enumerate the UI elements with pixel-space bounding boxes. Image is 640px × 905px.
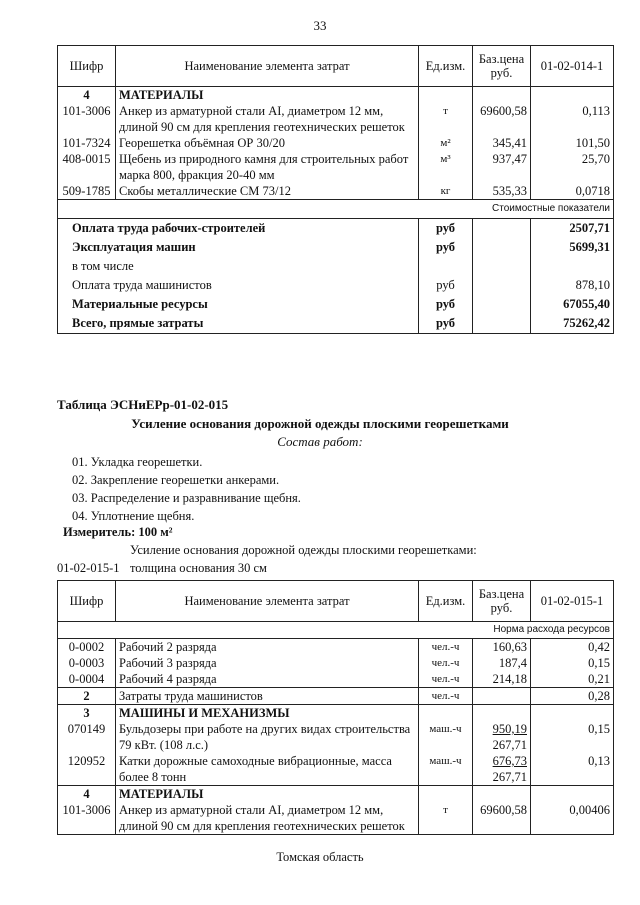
table-row	[58, 753, 614, 786]
resource-table-01-02-014-1	[57, 45, 614, 334]
row-value: 0,0718	[531, 183, 614, 200]
header-name: Наименование элемента затрат	[116, 581, 419, 622]
summary-label: Эксплуатация машин	[58, 238, 419, 257]
row-value: 0,42	[531, 639, 614, 656]
row-code: 0-0004	[58, 671, 116, 688]
summary-row	[58, 257, 614, 276]
row-name: Скобы металлические СМ 73/12	[116, 183, 419, 200]
row-unit: чел.-ч	[419, 671, 473, 688]
header-name: Наименование элемента затрат	[116, 46, 419, 87]
row-name: Рабочий 3 разряда	[116, 655, 419, 671]
table-row	[58, 655, 614, 671]
row-name: Рабочий 4 разряда	[116, 671, 419, 688]
row-value	[531, 87, 614, 104]
summary-empty	[473, 219, 531, 239]
table-row	[58, 705, 614, 722]
table-row	[58, 183, 614, 200]
row-value: 0,13	[531, 753, 614, 786]
row-code: 408-0015	[58, 151, 116, 183]
summary-label: Оплата труда машинистов	[58, 276, 419, 295]
page-number: 33	[313, 18, 327, 33]
summary-empty	[473, 257, 531, 276]
summary-row	[58, 276, 614, 295]
work-item: 03. Распределение и разравнивание щебня.	[72, 491, 301, 505]
row-price	[473, 688, 531, 705]
row-price: 937,47	[473, 151, 531, 183]
summary-unit	[419, 257, 473, 276]
row-name: Рабочий 2 разряда	[116, 639, 419, 656]
header-code: Шифр	[58, 581, 116, 622]
summary-label: в том числе	[58, 257, 419, 276]
row-value: 0,28	[531, 688, 614, 705]
summary-empty	[473, 314, 531, 334]
row-code: 3	[58, 705, 116, 722]
summary-unit: руб	[419, 314, 473, 334]
row-value: 0,113	[531, 103, 614, 135]
table-row	[58, 802, 614, 835]
summary-unit: руб	[419, 295, 473, 314]
row-unit: кг	[419, 183, 473, 200]
price-wage: 267,71	[492, 770, 527, 784]
summary-empty	[473, 238, 531, 257]
row-price: 345,41	[473, 135, 531, 151]
row-unit: т	[419, 103, 473, 135]
subheading: Усиление основания дорожной одежды плоскими георешетками:	[130, 543, 477, 557]
variant-text: толщина основания 30 см	[130, 561, 267, 575]
row-code: 120952	[58, 753, 116, 786]
table-row	[58, 87, 614, 104]
variant-code: 01-02-015-1	[57, 561, 120, 575]
row-name: Катки дорожные самоходные вибрационные, масса более 8 тонн	[116, 753, 419, 786]
row-value: 0,21	[531, 671, 614, 688]
row-price: 187,4	[473, 655, 531, 671]
row-unit	[419, 87, 473, 104]
table-row	[58, 688, 614, 705]
summary-value: 75262,42	[531, 314, 614, 334]
table-row	[58, 639, 614, 656]
row-price: 214,18	[473, 671, 531, 688]
row-unit: чел.-ч	[419, 688, 473, 705]
table-row	[58, 786, 614, 803]
row-unit: маш.-ч	[419, 721, 473, 753]
meter: Измеритель: 100 м²	[63, 525, 173, 539]
summary-value: 5699,31	[531, 238, 614, 257]
row-value: 101,50	[531, 135, 614, 151]
row-name: Анкер из арматурной стали AI, диаметром 12 мм, длиной 90 см для крепления геотехнических решеток	[116, 103, 419, 135]
row-name: Щебень из природного камня для строительных работ марка 800, фракция 20-40 мм	[116, 151, 419, 183]
row-value: 25,70	[531, 151, 614, 183]
row-name: Затраты труда машинистов	[116, 688, 419, 705]
row-code: 101-7324	[58, 135, 116, 151]
table-row	[58, 135, 614, 151]
row-value: 0,00406	[531, 802, 614, 835]
summary-label: Материальные ресурсы	[58, 295, 419, 314]
price-wage: 267,71	[492, 738, 527, 752]
row-unit	[419, 786, 473, 803]
row-code: 070149	[58, 721, 116, 753]
row-code: 101-3006	[58, 103, 116, 135]
resource-table-01-02-015-1	[57, 580, 614, 835]
summary-empty	[473, 295, 531, 314]
work-item: 01. Укладка георешетки.	[72, 455, 203, 469]
summary-empty	[473, 276, 531, 295]
row-name: Бульдозеры при работе на других видах строительства 79 кВт. (108 л.с.)	[116, 721, 419, 753]
row-code: 0-0002	[58, 639, 116, 656]
summary-unit: руб	[419, 238, 473, 257]
table-title: Таблица ЭСНиЕРр-01-02-015	[57, 397, 229, 412]
table-row	[58, 671, 614, 688]
work-item: 04. Уплотнение щебня.	[72, 509, 195, 523]
header-price: Баз.цена руб.	[473, 581, 531, 622]
row-name: Георешетка объёмная ОР 30/20	[116, 135, 419, 151]
price-machine: 950,19	[492, 722, 527, 736]
works-title: Состав работ:	[277, 434, 363, 449]
summary-value: 2507,71	[531, 219, 614, 239]
summary-value: 878,10	[531, 276, 614, 295]
summary-row	[58, 314, 614, 334]
row-unit: м²	[419, 135, 473, 151]
summary-label: Оплата труда рабочих-строителей	[58, 219, 419, 239]
row-code: 509-1785	[58, 183, 116, 200]
row-price: 69600,58	[473, 103, 531, 135]
row-value: 0,15	[531, 721, 614, 753]
header-unit: Ед.изм.	[419, 581, 473, 622]
section-heading: Усиление основания дорожной одежды плоскими георешетками	[131, 416, 509, 431]
table-row	[58, 103, 614, 135]
price-machine: 676,73	[492, 754, 527, 768]
row-code: 101-3006	[58, 802, 116, 835]
header-code: Шифр	[58, 46, 116, 87]
table-row	[58, 721, 614, 753]
row-name: МАШИНЫ И МЕХАНИЗМЫ	[116, 705, 419, 722]
row-unit: маш.-ч	[419, 753, 473, 786]
footer-region: Томская область	[276, 850, 364, 864]
row-price	[473, 753, 531, 786]
row-code: 4	[58, 87, 116, 104]
header-norm-code: 01-02-015-1	[531, 581, 614, 622]
row-value: 0,15	[531, 655, 614, 671]
row-unit: м³	[419, 151, 473, 183]
summary-row	[58, 238, 614, 257]
summary-row	[58, 295, 614, 314]
header-price: Баз.цена руб.	[473, 46, 531, 87]
summary-row	[58, 219, 614, 239]
row-code: 2	[58, 688, 116, 705]
row-name: МАТЕРИАЛЫ	[116, 87, 419, 104]
summary-unit: руб	[419, 276, 473, 295]
row-price: 69600,58	[473, 802, 531, 835]
summary-unit: руб	[419, 219, 473, 239]
row-value	[531, 705, 614, 722]
row-price	[473, 721, 531, 753]
header-norm-code: 01-02-014-1	[531, 46, 614, 87]
work-item: 02. Закрепление георешетки анкерами.	[72, 473, 280, 487]
summary-value	[531, 257, 614, 276]
row-price: 160,63	[473, 639, 531, 656]
row-unit: чел.-ч	[419, 639, 473, 656]
table-row	[58, 151, 614, 183]
norm-caption: Норма расхода ресурсов	[58, 622, 614, 639]
summary-value: 67055,40	[531, 295, 614, 314]
header-unit: Ед.изм.	[419, 46, 473, 87]
row-unit	[419, 705, 473, 722]
row-code: 0-0003	[58, 655, 116, 671]
row-price	[473, 87, 531, 104]
row-name: Анкер из арматурной стали AI, диаметром 12 мм, длиной 90 см для крепления геотехнических решеток	[116, 802, 419, 835]
row-price: 535,33	[473, 183, 531, 200]
row-unit: чел.-ч	[419, 655, 473, 671]
cost-caption: Стоимостные показатели	[58, 200, 614, 219]
row-code: 4	[58, 786, 116, 803]
row-name: МАТЕРИАЛЫ	[116, 786, 419, 803]
row-value	[531, 786, 614, 803]
summary-label: Всего, прямые затраты	[58, 314, 419, 334]
row-price	[473, 786, 531, 803]
row-price	[473, 705, 531, 722]
row-unit: т	[419, 802, 473, 835]
works-list	[72, 453, 301, 525]
